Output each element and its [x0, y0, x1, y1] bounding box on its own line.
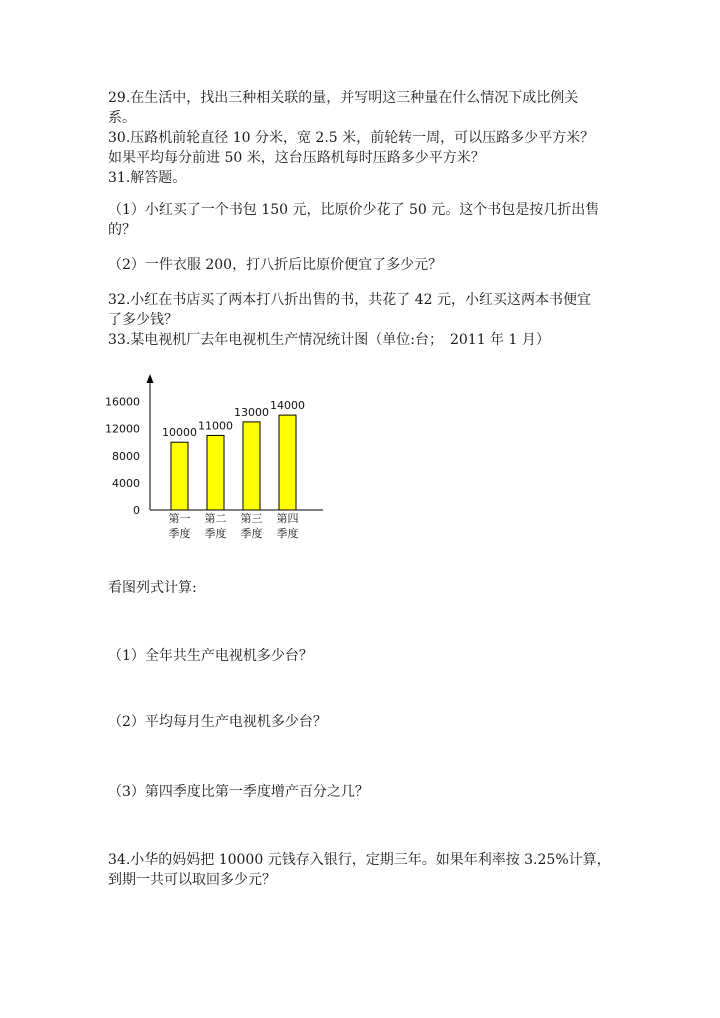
bar-value-label: 11000: [198, 419, 233, 433]
x-tick-label: 季度: [168, 527, 191, 540]
bar: [207, 435, 224, 510]
q34-line2: 到期一共可以取回多少元？: [108, 872, 276, 888]
q30-line1: 30.压路机前轮直径 10 分米，宽 2.5 米，前轮转一周，可以压路多少平方米？: [108, 130, 595, 146]
bar-value-label: 13000: [234, 405, 269, 419]
production-bar-chart: [95, 370, 335, 550]
bar: [243, 422, 260, 510]
x-tick-label: 第四: [276, 512, 299, 525]
q32-line2: 了多少钱？: [108, 312, 178, 328]
q34-line1: 34.小华的妈妈把 10000 元钱存入银行，定期三年。如果年利率按 3.25%计算，: [108, 852, 611, 868]
bar-value-label: 10000: [162, 426, 197, 440]
q33-sub1: （1）全年共生产电视机多少台？: [108, 648, 313, 664]
y-tick-label: 0: [133, 504, 140, 517]
x-tick-label: 第一: [168, 512, 191, 525]
q30-line2: 如果平均每分前进 50 米，这台压路机每时压路多少平方米？: [108, 150, 485, 166]
q29-line2: 系。: [108, 110, 136, 126]
bar: [279, 415, 296, 510]
q33-instruction: 看图列式计算:: [108, 580, 197, 596]
x-tick-label: 季度: [276, 527, 299, 540]
y-tick-label: 4000: [112, 476, 140, 490]
q33-title: 33.某电视机厂去年电视机生产情况统计图（单位:台； 2011 年 1 月）: [108, 332, 550, 348]
q31-sub1-line2: 的？: [108, 222, 136, 238]
q31-sub1-line1: （1）小红买了一个书包 150 元，比原价少花了 50 元。这个书包是按几折出售: [108, 202, 600, 218]
x-tick-label: 季度: [204, 527, 227, 540]
bar: [171, 442, 188, 510]
y-axis-arrow: [147, 374, 154, 383]
bar-value-label: 14000: [270, 399, 305, 413]
x-tick-label: 季度: [240, 527, 263, 540]
y-tick-label: 12000: [105, 422, 140, 436]
x-tick-label: 第三: [240, 512, 263, 525]
q33-sub3: （3）第四季度比第一季度增产百分之几？: [108, 784, 369, 800]
q29-line1: 29.在生活中，找出三种相关联的量，并写明这三种量在什么情况下成比例关: [108, 90, 579, 106]
q31-sub2: （2）一件衣服 200，打八折后比原价便宜了多少元？: [108, 257, 443, 273]
y-tick-label: 16000: [105, 395, 140, 409]
q31-title: 31.解答题。: [108, 170, 187, 186]
y-tick-label: 8000: [112, 449, 140, 463]
q32-line1: 32.小红在书店买了两本打八折出售的书，共花了 42 元，小红买这两本书便宜: [108, 292, 591, 308]
q33-sub2: （2）平均每月生产电视机多少台？: [108, 714, 327, 730]
x-tick-label: 第二: [204, 512, 227, 525]
